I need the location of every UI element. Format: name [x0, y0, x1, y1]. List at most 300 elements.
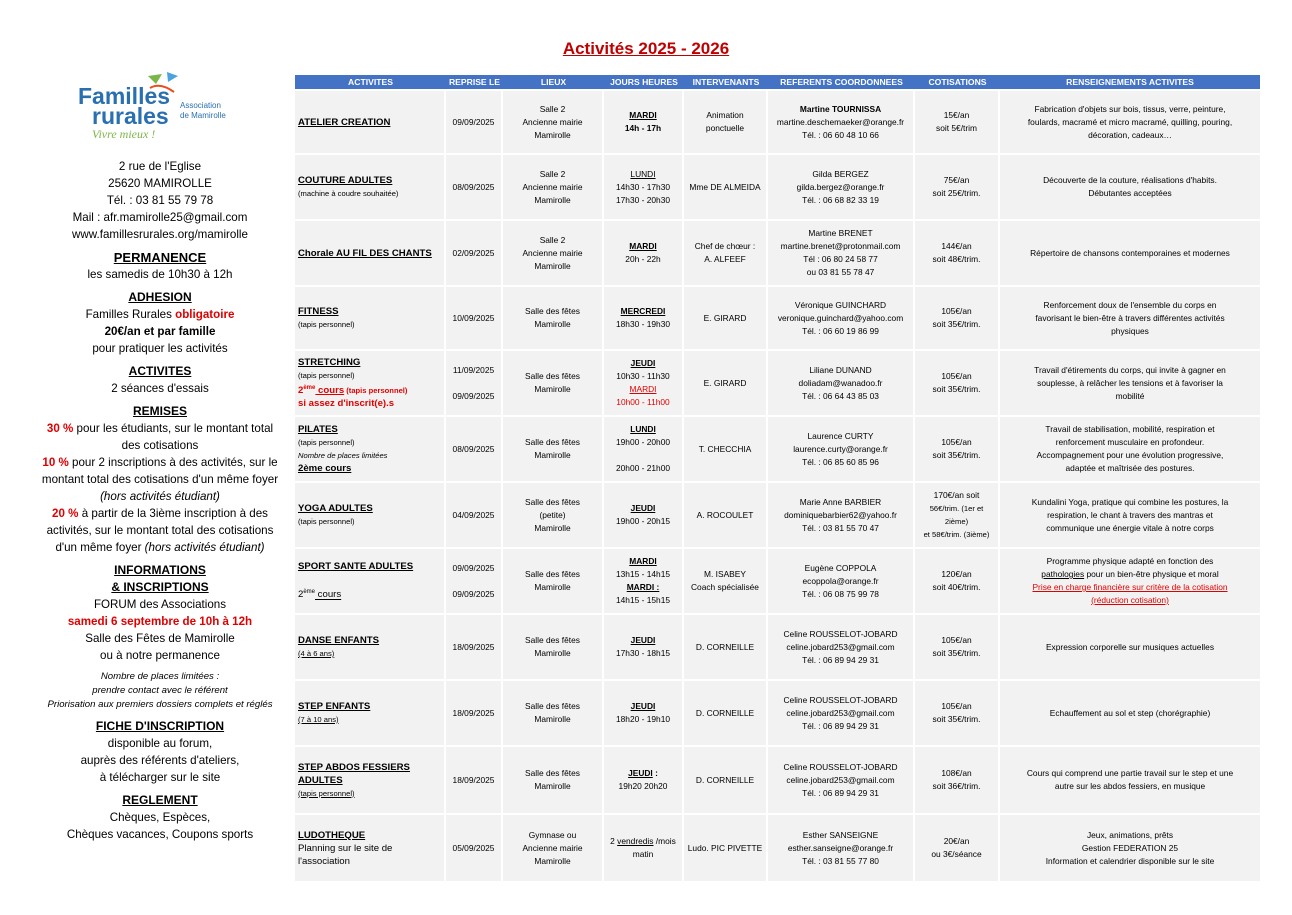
- referent-email[interactable]: veronique.guinchard@yahoo.com: [777, 312, 904, 323]
- referent-phone: Tél. : 06 89 94 29 31: [802, 787, 879, 798]
- remise-1: [30, 420, 290, 437]
- lieu-line: Salle des fêtes: [525, 496, 580, 507]
- referent-name: Celine ROUSSELOT-JOBARD: [783, 628, 898, 639]
- info-line: autre sur les abdos fessiers, en musique: [1054, 781, 1206, 791]
- info-line: Découverte de la couture, réalisations d'habits.: [1043, 175, 1217, 185]
- activity-cell: [295, 483, 446, 547]
- referent-name: Esther SANSEIGNE: [802, 829, 879, 840]
- info-line: Gestion FEDERATION 25: [1081, 842, 1179, 853]
- referent-email[interactable]: laurence.curty@orange.fr: [793, 443, 888, 454]
- places-note: [30, 670, 290, 712]
- lieu-line: Mamirolle: [534, 855, 571, 866]
- lieu-cell: [503, 351, 604, 415]
- lieu-line: Mamirolle: [534, 129, 571, 140]
- info-line: communique une énergie vitale à notre corps: [1046, 522, 1214, 533]
- cotisation-cell: [915, 747, 1000, 813]
- jour-label: MERCREDI: [620, 306, 666, 316]
- referent-email[interactable]: celine.jobard253@gmail.com: [786, 707, 895, 718]
- intervenant-cell: T. CHECCHIA: [684, 417, 768, 481]
- jours-cell: [604, 549, 684, 613]
- remise-3c-text: d'un même foyer: [55, 541, 145, 554]
- familles-rurales-logo: [70, 70, 250, 145]
- activity-cell: [295, 681, 446, 745]
- activity-cell: [295, 549, 446, 613]
- table-header: [295, 75, 1260, 89]
- intervenant-cell: Mme DE ALMEIDA: [684, 155, 768, 219]
- activity-sub: l'association: [298, 855, 350, 867]
- table-row: [295, 681, 1260, 745]
- remise-3d-text: (hors activités étudiant): [144, 541, 265, 554]
- cotisation-line: soit 35€/trim.: [932, 319, 981, 329]
- jour-label: vendredis: [617, 836, 654, 846]
- table-row: [295, 483, 1260, 547]
- intervenant-line: A. ALFEEF: [704, 254, 746, 264]
- table-row: [295, 417, 1260, 481]
- info-line: mobilité: [1115, 390, 1145, 401]
- referent-cell: [768, 417, 915, 481]
- hours: matin: [632, 849, 654, 859]
- info-line: Travail de stabilisation, mobilité, respiration et: [1045, 424, 1215, 434]
- activity-name: ATELIER CREATION: [298, 116, 391, 128]
- cotisation-line: 105€/an: [941, 701, 972, 711]
- hours: 20h - 22h: [625, 254, 661, 264]
- referent-phone: Tél. : 06 89 94 29 31: [802, 720, 879, 731]
- second-course: 2ème cours: [298, 463, 352, 474]
- activity-name: SPORT SANTE ADULTES: [298, 561, 414, 573]
- referent-email[interactable]: gilda.bergez@orange.fr: [796, 181, 885, 192]
- second-course: [298, 586, 441, 601]
- remise-2c: (hors activités étudiant): [100, 490, 220, 503]
- info-line: Renforcement doux de l'ensemble du corps en: [1043, 299, 1217, 310]
- referent-cell: [768, 681, 915, 745]
- referent-phone: Tél : 06 80 24 58 77: [803, 254, 878, 264]
- activity-sub: (tapis personnel): [298, 438, 355, 447]
- hours-2: 10h00 - 11h00: [616, 397, 670, 407]
- hours: 18h30 - 19h30: [615, 319, 671, 329]
- lieu-line: Salle des fêtes: [525, 569, 580, 579]
- intervenant-cell: [684, 549, 768, 613]
- jours-cell: [604, 483, 684, 547]
- header-reprise: REPRISE LE: [446, 75, 503, 89]
- cotisation-line: et 58€/trim. (3ième): [923, 530, 990, 539]
- lieu-line: Salle 2: [539, 168, 566, 179]
- info-cell: [1000, 417, 1260, 481]
- date-cell: [446, 351, 503, 415]
- jour-label: MARDI: [629, 241, 657, 251]
- jour-label: JEUDI: [628, 768, 653, 778]
- activity-name: STRETCHING: [298, 356, 361, 368]
- activity-cell: [295, 221, 446, 285]
- referent-email[interactable]: doliadam@wanadoo.fr: [798, 377, 883, 388]
- header-intervenants: INTERVENANTS: [684, 75, 768, 89]
- intervenant-cell: Ludo. PIC PIVETTE: [684, 815, 768, 881]
- activity-sub: (4 à 6 ans): [298, 649, 335, 658]
- cotisation-line: soit 35€/trim.: [932, 384, 981, 394]
- table-row: [295, 221, 1260, 285]
- info-line: Accompagnement pour une évolution progressive,: [1036, 450, 1224, 460]
- info-cell: [1000, 681, 1260, 745]
- intervenant-cell: E. GIRARD: [684, 351, 768, 415]
- lieu-line: Mamirolle: [534, 522, 571, 533]
- lieu-line: Ancienne mairie: [522, 247, 583, 258]
- intervenant-cell: E. GIRARD: [684, 287, 768, 349]
- lieu-line: Mamirolle: [534, 781, 571, 791]
- adhesion-heading: ADHESION: [128, 290, 192, 304]
- referent-email[interactable]: celine.jobard253@gmail.com: [786, 774, 895, 785]
- activites-text: 2 séances d'essais: [111, 382, 209, 395]
- info-line: Expression corporelle sur musiques actuelles: [1045, 641, 1215, 652]
- jour-label: JEUDI: [630, 635, 656, 645]
- svg-text:de Mamirolle: de Mamirolle: [180, 111, 226, 120]
- cotisation-line: soit 36€/trim.: [932, 781, 981, 791]
- referent-phone: Tél. : 03 81 55 77 80: [802, 855, 879, 866]
- date-cell: 05/09/2025: [446, 815, 503, 881]
- website[interactable]: www.famillesrurales.org/mamirolle: [72, 228, 248, 241]
- jour-label: JEUDI: [630, 701, 656, 711]
- lieu-line: Mamirolle: [534, 319, 571, 329]
- cotisation-cell: [915, 221, 1000, 285]
- referent-cell: [768, 91, 915, 153]
- jours-cell: [604, 351, 684, 415]
- info-cell: [1000, 155, 1260, 219]
- referent-name: Laurence CURTY: [807, 430, 874, 441]
- intervenant-line: Coach spécialisée: [691, 582, 759, 592]
- referent-cell: [768, 549, 915, 613]
- activity-name: LUDOTHEQUE: [298, 829, 366, 841]
- remise-3: [30, 505, 290, 522]
- jours-cell: [604, 815, 684, 881]
- lieu-line: Salle des fêtes: [525, 635, 580, 645]
- fiche-line2: auprès des référents d'ateliers,: [80, 754, 240, 767]
- activity-name: PILATES: [298, 424, 338, 435]
- jours-cell: [604, 747, 684, 813]
- referent-cell: [768, 483, 915, 547]
- jour-label-2: MARDI :: [626, 582, 660, 592]
- sidebar: [30, 70, 290, 843]
- info-cell: [1000, 287, 1260, 349]
- activity-sub: (tapis personnel): [298, 517, 355, 526]
- referent-phone: Tél. : 06 85 60 85 96: [802, 456, 879, 467]
- remise-3c: [30, 539, 290, 556]
- activity-name: FITNESS: [298, 306, 339, 317]
- jour-freq: /mois: [653, 836, 676, 846]
- info-cell: [1000, 221, 1260, 285]
- info-line: physiques: [1111, 325, 1149, 336]
- referent-phone: Tél. : 06 68 82 33 19: [802, 194, 879, 205]
- header-jours: JOURS HEURES: [604, 75, 684, 89]
- intervenant-line: M. ISABEY: [704, 569, 746, 579]
- cotisation-cell: [915, 351, 1000, 415]
- cotisation-line: 105€/an: [941, 635, 972, 645]
- jours-cell: [604, 221, 684, 285]
- referent-name: Gilda BERGEZ: [812, 168, 869, 179]
- activity-name: DANSE ENFANTS: [298, 635, 380, 646]
- forum-text: FORUM des Associations: [93, 598, 227, 611]
- referent-phone: ou 03 81 55 78 47: [806, 267, 875, 277]
- hours-2: 14h15 - 15h15: [615, 595, 671, 605]
- referent-email[interactable]: celine.jobard253@gmail.com: [786, 641, 895, 652]
- activity-name: Chorale AU FIL DES CHANTS: [298, 247, 432, 259]
- referent-name: Martine BRENET: [808, 228, 873, 238]
- jour-line: [607, 767, 679, 780]
- lieu-line: Salle des fêtes: [525, 768, 580, 778]
- info-line: Cours qui comprend une partie travail sur le step et une: [1026, 768, 1234, 778]
- cotisation-line: ou 3€/séance: [931, 849, 982, 859]
- info-line: Débutantes acceptées: [1088, 188, 1172, 198]
- course-word: cours: [315, 385, 345, 397]
- lieu-cell: [503, 417, 604, 481]
- hours: 19h00 - 20h00: [615, 437, 671, 447]
- referent-name: Marie Anne BARBIER: [799, 496, 882, 507]
- date-cell: 18/09/2025: [446, 681, 503, 745]
- table-row: [295, 287, 1260, 349]
- info-cell: [1000, 815, 1260, 881]
- cotisation-line: 105€/an: [941, 306, 972, 316]
- course-tapis: (tapis personnel): [344, 386, 408, 396]
- activity-cell: [295, 747, 446, 813]
- hours: 18h20 - 19h10: [615, 714, 671, 724]
- jour-label-2: MARDI: [629, 384, 657, 394]
- activity-sub: Planning sur le site de: [298, 842, 393, 854]
- activities-table: [295, 73, 1260, 883]
- lieu-cell: [503, 615, 604, 679]
- info-line: foulards, macramé et micro macramé, quilling, pouring,: [1027, 116, 1233, 127]
- cotisation-line: soit 5€/trim: [936, 123, 977, 133]
- jour-count: 2: [610, 836, 618, 846]
- activity-cell: [295, 155, 446, 219]
- address-line: 2 rue de l'Eglise: [118, 160, 202, 173]
- remise-2b: montant total des cotisations d'un même foyer: [41, 473, 279, 486]
- cotisation-line: 20€/an: [943, 836, 970, 846]
- activity-sub: (tapis personnel): [298, 788, 355, 798]
- lieu-cell: [503, 747, 604, 813]
- lieu-cell: [503, 221, 604, 285]
- jours-cell: [604, 155, 684, 219]
- remise-2-text: pour 2 inscriptions à des activités, sur le: [68, 456, 278, 469]
- fiche-heading: FICHE D'INSCRIPTION: [95, 719, 225, 733]
- date-cell: 18/09/2025: [446, 747, 503, 813]
- referent-name: Véronique GUINCHARD: [794, 299, 887, 310]
- table-row: [295, 615, 1260, 679]
- activity-sub: (machine à coudre souhaitée): [298, 189, 399, 198]
- forum-alt: ou à notre permanence: [100, 649, 220, 662]
- header-cotisations: COTISATIONS: [915, 75, 1000, 89]
- cotisation-cell: [915, 549, 1000, 613]
- date-cell: 18/09/2025: [446, 615, 503, 679]
- activity-name: COUTURE ADULTES: [298, 175, 393, 186]
- lieu-line: Mamirolle: [534, 260, 571, 271]
- cotisation-line: soit 35€/trim.: [932, 648, 981, 658]
- lieu-cell: [503, 155, 604, 219]
- hours: 14h - 17h: [624, 123, 662, 133]
- info-cell: [1000, 615, 1260, 679]
- info-line: respiration, le chant à travers des mantras et: [1047, 509, 1213, 520]
- cotisation-cell: [915, 681, 1000, 745]
- intervenant-cell: D. CORNEILLE: [684, 615, 768, 679]
- cotisation-cell: [915, 287, 1000, 349]
- referent-cell: [768, 155, 915, 219]
- hours: 10h30 - 11h30: [616, 371, 670, 381]
- hours: 20h00 - 21h00: [615, 463, 671, 473]
- svg-text:Familles: Familles: [78, 83, 171, 109]
- cotisation-cell: [915, 91, 1000, 153]
- adhesion-line3: pour pratiquer les activités: [92, 342, 228, 355]
- course-sup: ème: [303, 589, 316, 596]
- phone: Tél. : 03 81 55 79 78: [106, 194, 214, 207]
- info-cell: [1000, 91, 1260, 153]
- course-number: 2: [298, 385, 304, 397]
- reglement-heading: REGLEMENT: [122, 793, 198, 807]
- hours: 13h15 - 14h15: [615, 569, 671, 579]
- info-line: Information et calendrier disponible sur le site: [1045, 855, 1215, 866]
- referent-name: Eugène COPPOLA: [804, 562, 877, 573]
- jour-label: JEUDI: [630, 358, 656, 368]
- activity-cell: [295, 815, 446, 881]
- note-line-2: prendre contact avec le référent: [92, 685, 228, 696]
- jours-cell: [604, 615, 684, 679]
- activity-cell: [295, 287, 446, 349]
- hours: 17h30 - 20h30: [615, 194, 671, 205]
- activity-cell: [295, 351, 446, 415]
- referent-email[interactable]: ecoppola@orange.fr: [802, 575, 879, 586]
- lieu-cell: [503, 91, 604, 153]
- info-line: Travail d'étirements du corps, qui invite à gagner en: [1034, 364, 1226, 375]
- lieu-cell: [503, 287, 604, 349]
- table-row: [295, 815, 1260, 881]
- header-referents: REFERENTS COORDONNEES: [768, 75, 915, 89]
- lieu-line: Ancienne mairie: [522, 116, 583, 127]
- referent-email[interactable]: dominiquebarbier62@yahoo.fr: [784, 509, 897, 520]
- activity-sub: (tapis personnel): [298, 370, 355, 380]
- permanence-heading: PERMANENCE: [113, 250, 207, 265]
- reglement-line1: Chèques, Espèces,: [109, 811, 211, 824]
- activity-note: Nombre de places limitées: [298, 451, 388, 460]
- adhesion-price: 20€/an et par famille: [104, 325, 216, 338]
- informations-heading: INFORMATIONS: [114, 563, 206, 577]
- date-cell: 08/09/2025: [446, 155, 503, 219]
- lieu-line: Salle des fêtes: [525, 371, 580, 381]
- referent-cell: [768, 351, 915, 415]
- referent-email[interactable]: martine.deschemaeker@orange.fr: [776, 116, 905, 127]
- activity-name: STEP ABDOS FESSIERS: [298, 761, 410, 773]
- cotisation-cell: [915, 615, 1000, 679]
- reglement-line2: Chèques vacances, Coupons sports: [66, 828, 254, 841]
- lieu-cell: [503, 681, 604, 745]
- activites-heading: ACTIVITES: [128, 364, 192, 378]
- table-row: [295, 155, 1260, 219]
- header-lieux: LIEUX: [503, 75, 604, 89]
- info-line: Répertoire de chansons contemporaines et modernes: [1030, 247, 1230, 258]
- lieu-line: Salle des fêtes: [525, 701, 580, 711]
- info-line: Kundalini Yoga, pratique qui combine les postures, la: [1031, 496, 1229, 507]
- cotisation-line: 120€/an: [941, 569, 972, 579]
- referent-name: Celine ROUSSELOT-JOBARD: [783, 761, 898, 772]
- jour-line: [607, 835, 679, 848]
- date-cell: 02/09/2025: [446, 221, 503, 285]
- info-line: adaptée et maîtrisée des postures.: [1065, 463, 1195, 473]
- lieu-line: Salle des fêtes: [525, 437, 580, 447]
- note-line-1: Nombre de places limitées :: [100, 671, 220, 682]
- referent-name: Martine TOURNISSA: [799, 103, 882, 114]
- lieu-line: Mamirolle: [534, 384, 571, 394]
- info-line: favorisant le bien-être à travers différentes activités: [1035, 312, 1225, 323]
- table-row: [295, 549, 1260, 613]
- cotisation-line: 56€/trim. (1er et 2ième): [929, 504, 984, 526]
- date-cell: 04/09/2025: [446, 483, 503, 547]
- activity-sub: (7 à 10 ans): [298, 715, 339, 724]
- lieu-line: Mamirolle: [534, 648, 571, 658]
- lieu-line: Salle 2: [539, 234, 566, 245]
- date-cell: 09/09/2025: [446, 91, 503, 153]
- remise-1-text: pour les étudiants, sur le montant total: [73, 422, 274, 435]
- activity-name: YOGA ADULTES: [298, 503, 373, 514]
- info-line: [1003, 568, 1257, 581]
- hours: 17h30 - 18h15: [615, 648, 671, 658]
- email[interactable]: Mail : afr.mamirolle25@gmail.com: [72, 211, 248, 224]
- activity-cell: [295, 615, 446, 679]
- cotisation-cell: [915, 417, 1000, 481]
- date-line: 09/09/2025: [452, 390, 495, 401]
- jour-suffix: :: [652, 768, 658, 778]
- referent-email[interactable]: martine.brenet@protonmail.com: [780, 241, 901, 251]
- jour-label: JEUDI: [630, 503, 656, 513]
- intervenant-cell: [684, 221, 768, 285]
- cotisation-line: 15€/an: [943, 110, 970, 120]
- jour-label: MARDI: [629, 110, 657, 120]
- course-number: 2: [298, 589, 304, 601]
- referent-cell: [768, 615, 915, 679]
- remise-1b: des cotisations: [121, 439, 199, 452]
- info-line: décoration, cadeaux…: [1088, 129, 1172, 140]
- jours-cell: [604, 681, 684, 745]
- lieu-cell: [503, 815, 604, 881]
- lieu-line: (petite): [539, 509, 566, 520]
- referent-cell: [768, 287, 915, 349]
- jour-label: MARDI: [629, 556, 657, 566]
- remise-3b: activités, sur le montant total des cotisations: [46, 524, 274, 537]
- date-line: 09/09/2025: [452, 562, 495, 573]
- reduction-link[interactable]: (réduction cotisation): [1091, 595, 1169, 605]
- cotisation-line: 170€/an soit: [933, 490, 980, 500]
- jour-label: LUNDI: [630, 168, 656, 179]
- cotisation-cell: [915, 815, 1000, 881]
- referent-phone: Tél. : 03 81 55 70 47: [802, 522, 879, 533]
- hours: 19h20 20h20: [618, 781, 668, 791]
- info-line: souplesse, à relâcher les tensions et à favoriser la: [1037, 377, 1223, 388]
- remise-1-pct: 30 %: [46, 422, 74, 435]
- table-row: [295, 747, 1260, 813]
- obligatoire-text: obligatoire: [175, 308, 235, 321]
- referent-cell: [768, 747, 915, 813]
- table-row: [295, 91, 1260, 153]
- jours-cell: [604, 417, 684, 481]
- table-row: [295, 351, 1260, 415]
- info-line: Jeux, animations, prêts: [1086, 829, 1174, 840]
- activity-cell: [295, 91, 446, 153]
- remise-3-text: à partir de la 3ième inscription à des: [78, 507, 268, 520]
- jours-cell: [604, 91, 684, 153]
- prise-en-charge-link[interactable]: Prise en charge financière sur critère de la cotisation: [1032, 582, 1228, 592]
- intervenant-cell: A. ROCOULET: [684, 483, 768, 547]
- referent-email[interactable]: esther.sanseigne@orange.fr: [787, 842, 894, 853]
- cotisation-line: soit 40€/trim.: [932, 582, 981, 592]
- activity-name: STEP ENFANTS: [298, 701, 371, 712]
- info-line: Programme physique adapté en fonction des: [1046, 556, 1214, 566]
- cotisation-line: soit 48€/trim.: [932, 254, 981, 264]
- lieu-line: Ancienne mairie: [522, 842, 583, 853]
- cotisation-line: 105€/an: [941, 437, 972, 447]
- referent-phone: Tél. : 06 60 19 86 99: [802, 325, 879, 336]
